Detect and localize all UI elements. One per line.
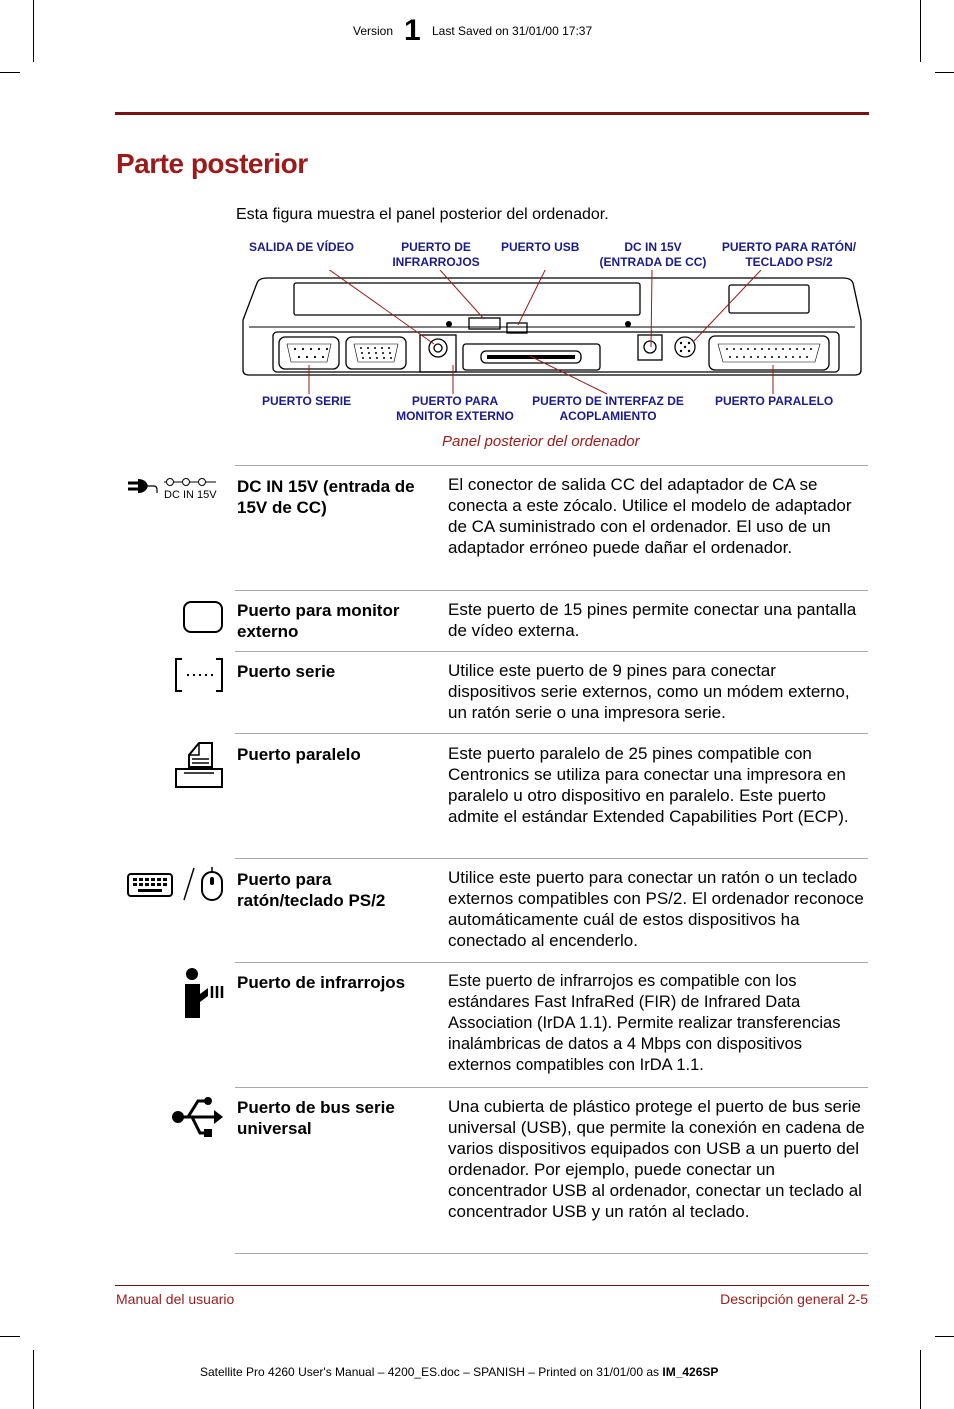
label-video-out: SALIDA DE VÍDEO bbox=[249, 240, 354, 254]
rear-panel-illustration bbox=[235, 270, 875, 395]
page-title: Parte posterior bbox=[116, 148, 308, 179]
item-term: Puerto paralelo bbox=[237, 745, 361, 764]
version-label: Version bbox=[353, 24, 394, 38]
print-info bbox=[200, 1365, 718, 1379]
label-line: PUERTO PARA RATÓN/ bbox=[721, 240, 857, 254]
crop-mark bbox=[920, 1350, 921, 1409]
label-line: (ENTRADA DE CC) bbox=[599, 255, 707, 269]
table-row-divider bbox=[235, 651, 868, 652]
item-description: Este puerto paralelo de 25 pines compatible con Centronics se utiliza para conectar una impresora en paralelo u otro dispositivo en paralelo. Este puerto admite el estándar Extended Capabilities Port (ECP). bbox=[448, 744, 849, 826]
crop-mark bbox=[935, 1336, 954, 1337]
item-description: Este puerto de infrarrojos es compatible con los estándares Fast InfraRed (FIR) de Infrared Data Association (IrDA 1.1). Permite realizar transferencias inalámbricas de datos a 4 Mbps con dispositivos externos compatibles con IrDA 1.1. bbox=[448, 972, 841, 1074]
label-serial: PUERTO SERIE bbox=[262, 394, 352, 408]
item-term: Puerto para ratón/teclado PS/2 bbox=[237, 870, 386, 910]
label-line: PUERTO DE INTERFAZ DE bbox=[532, 394, 684, 408]
item-description: Este puerto de 15 pines permite conectar una pantalla de vídeo externa. bbox=[448, 600, 857, 640]
item-term: Puerto serie bbox=[237, 662, 336, 681]
label-line: MONITOR EXTERNO bbox=[396, 409, 514, 423]
item-description: Utilice este puerto de 9 pines para conectar dispositivos serie externos, como un módem externo, un ratón serie o una impresora serie. bbox=[448, 661, 850, 722]
serial-icon bbox=[174, 657, 224, 693]
crop-mark bbox=[33, 1350, 34, 1409]
label-parallel: PUERTO PARALELO bbox=[715, 394, 834, 408]
label-line: PUERTO DE bbox=[401, 240, 471, 254]
label-dc-in bbox=[593, 240, 713, 270]
item-description: Una cubierta de plástico protege el puerto de bus serie universal (USB), que permite la conexión en cadena de varios dispositivos equipados con USB a un puerto del ordenador. Por ejemplo, puede conectar un concentrador USB al ordenador, conectar un teclado al concentrador USB y un ratón al teclado. bbox=[448, 1097, 865, 1221]
printer-icon bbox=[174, 741, 224, 789]
table-row-divider bbox=[235, 733, 868, 734]
label-line: INFRARROJOS bbox=[392, 255, 480, 269]
crop-mark bbox=[0, 72, 20, 73]
table-row-divider bbox=[235, 1087, 868, 1088]
print-text: Satellite Pro 4260 User's Manual – 4200_ES.doc – SPANISH – Printed on 31/01/00 as bbox=[200, 1365, 663, 1379]
item-term: Puerto de bus serie universal bbox=[237, 1098, 395, 1138]
label-line: DC IN 15V bbox=[624, 240, 682, 254]
label-docking bbox=[525, 394, 691, 424]
last-saved: Last Saved on 31/01/00 17:37 bbox=[432, 24, 593, 38]
table-row-divider bbox=[235, 1253, 868, 1254]
print-code: IM_426SP bbox=[662, 1365, 719, 1379]
item-term: Puerto para monitor externo bbox=[237, 601, 400, 641]
footer-left: Manual del usuario bbox=[116, 1291, 235, 1307]
label-ps2 bbox=[714, 240, 864, 270]
top-rule bbox=[115, 112, 869, 115]
footer-rule bbox=[115, 1285, 869, 1286]
label-infrared bbox=[386, 240, 486, 270]
crop-mark bbox=[33, 0, 34, 62]
label-usb: PUERTO USB bbox=[501, 240, 580, 254]
figure-caption: Panel posterior del ordenador bbox=[442, 433, 640, 450]
label-line: PUERTO PARA bbox=[411, 394, 499, 408]
intro-text: Esta figura muestra el panel posterior del ordenador. bbox=[236, 206, 609, 223]
label-line: TECLADO PS/2 bbox=[745, 255, 833, 269]
item-term: Puerto de infrarrojos bbox=[237, 973, 406, 992]
table-row-divider bbox=[235, 465, 868, 466]
item-term: DC IN 15V (entrada de 15V de CC) bbox=[237, 477, 415, 517]
chapter-number: 1 bbox=[404, 14, 421, 47]
dc-icon-label: DC IN 15V bbox=[164, 489, 217, 501]
table-row-divider bbox=[235, 962, 868, 963]
crop-mark bbox=[935, 72, 954, 73]
usb-icon bbox=[170, 1093, 224, 1141]
infrared-icon bbox=[182, 966, 224, 1020]
table-row-divider bbox=[235, 858, 868, 859]
table-row-divider bbox=[235, 590, 868, 591]
item-description: Utilice este puerto para conectar un ratón o un teclado externos compatibles con PS/2. El ordenador reconoce automáticamente cuál de estos dispositivos ha conectado al encenderlo. bbox=[448, 868, 864, 950]
item-description: El conector de salida CC del adaptador de CA se conecta a este zócalo. Utilice el modelo de adaptador de CA suministrado con el ordenador. El uso de un adaptador erróneo puede dañar el ordenador. bbox=[448, 475, 852, 557]
crop-mark bbox=[0, 1336, 20, 1337]
label-monitor bbox=[390, 394, 520, 424]
footer-right: Descripción general 2-5 bbox=[720, 1291, 868, 1307]
keyboard-mouse-icon bbox=[126, 866, 226, 902]
monitor-icon bbox=[182, 600, 224, 634]
label-line: ACOPLAMIENTO bbox=[559, 409, 657, 423]
crop-mark bbox=[920, 0, 921, 62]
dc-in-icon bbox=[124, 471, 224, 503]
